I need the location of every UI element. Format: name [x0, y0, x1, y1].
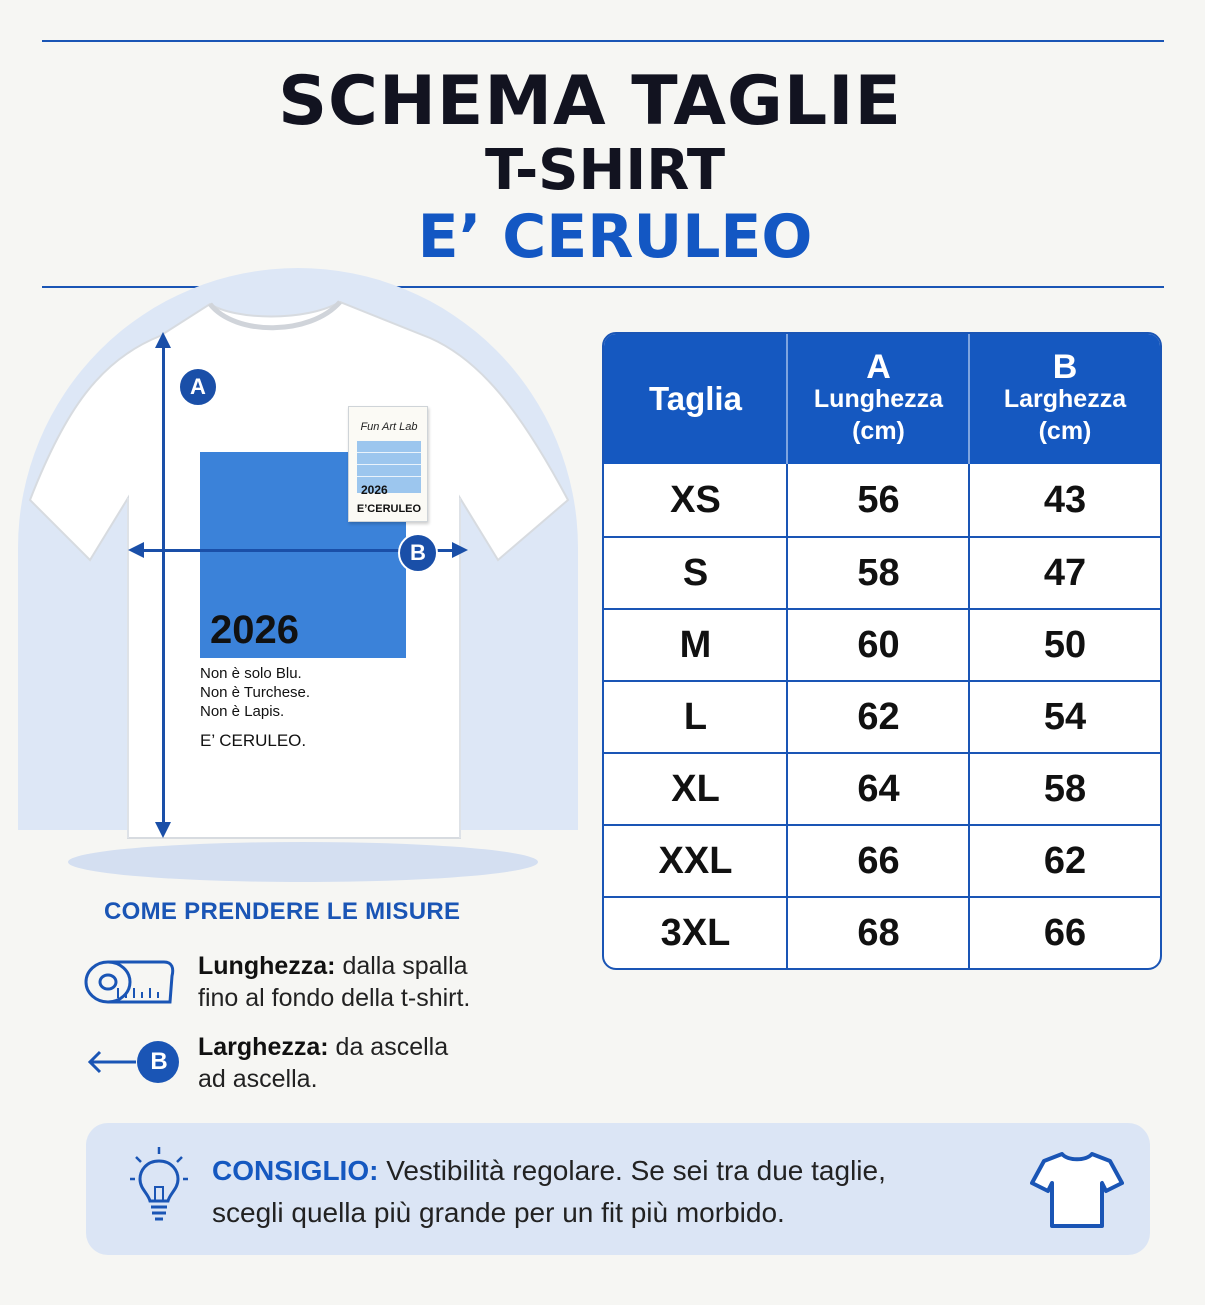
width-cell: 50	[1043, 623, 1087, 666]
header-divider	[968, 334, 970, 464]
print-line: Non è Lapis.	[200, 703, 285, 720]
howto-length-text2: fino al fondo della t-shirt.	[198, 984, 471, 1012]
table-row	[604, 537, 1160, 609]
print-line: Non è solo Blu.	[200, 665, 302, 682]
tshirt-icon	[1030, 1151, 1124, 1229]
tag-name: E’CERULEO	[356, 503, 422, 515]
size-cell: XXL	[658, 839, 733, 882]
table-header	[604, 334, 1160, 464]
length-cell: 64	[857, 767, 900, 810]
length-cell: 56	[857, 478, 900, 521]
table-row	[604, 897, 1160, 969]
width-cell: 54	[1043, 695, 1087, 738]
print-line: Non è Turchese.	[200, 684, 311, 701]
length-cell: 58	[857, 551, 900, 594]
badge-b: B	[398, 533, 438, 573]
header-width: B Larghezza (cm)	[1003, 348, 1127, 445]
tag-brand: Fun Art Lab	[360, 421, 418, 433]
length-cell: 68	[857, 911, 900, 954]
measuring-tape-icon	[84, 958, 176, 1010]
arrow-right-icon	[452, 542, 468, 558]
size-cell: M	[679, 623, 712, 666]
howto-length-label: Lunghezza:	[198, 952, 336, 980]
print-ceruleo: E’ CERULEO.	[200, 731, 307, 750]
length-cell: 62	[857, 695, 900, 738]
howto-title: COME PRENDERE LE MISURE	[104, 898, 461, 925]
length-cell: 66	[857, 839, 900, 882]
howto-length	[198, 950, 470, 1014]
size-table	[602, 332, 1162, 970]
lightbulb-icon	[128, 1145, 190, 1225]
howto-width-label: Larghezza:	[198, 1033, 329, 1061]
header-size: Taglia	[649, 380, 742, 417]
width-cell: 47	[1043, 551, 1087, 594]
arrow-up-icon	[155, 332, 171, 348]
swatch-tag	[348, 406, 428, 522]
top-divider	[42, 40, 1164, 42]
tip-line1: Vestibilità regolare. Se sei tra due taglie,	[378, 1155, 886, 1186]
table-row	[604, 609, 1160, 681]
table-row	[604, 825, 1160, 897]
header-length: A Lunghezza (cm)	[813, 348, 944, 445]
product-name: E’ CERULEO	[417, 202, 813, 272]
print-year: 2026	[210, 608, 299, 652]
howto-width	[198, 1031, 448, 1095]
size-cell: 3XL	[660, 911, 731, 954]
badge-a: A	[178, 367, 218, 407]
tip-box	[86, 1123, 1150, 1255]
page-subtitle: T-SHIRT	[484, 138, 726, 203]
howto-width-text: da ascella	[328, 1033, 449, 1061]
width-cell: 66	[1043, 911, 1087, 954]
howto-length-text: dalla spalla	[335, 952, 468, 980]
arrow-down-icon	[155, 822, 171, 838]
page-title: SCHEMA TAGLIE	[278, 62, 902, 141]
arrow-left-icon	[128, 542, 144, 558]
table-row	[604, 464, 1160, 536]
tip-text	[212, 1150, 1032, 1234]
width-cell: 62	[1043, 839, 1087, 882]
tag-year: 2026	[361, 483, 388, 497]
tip-line2: scegli quella più grande per un fit più morbido.	[212, 1197, 785, 1228]
howto-width-text2: ad ascella.	[198, 1065, 318, 1093]
size-cell: XS	[670, 478, 721, 521]
width-cell: 58	[1043, 767, 1087, 810]
size-cell: XL	[671, 767, 720, 810]
header-divider	[786, 334, 788, 464]
size-cell: S	[682, 551, 709, 594]
length-cell: 60	[857, 623, 900, 666]
table-row	[604, 753, 1160, 825]
howto-badge-b: B	[150, 1048, 168, 1075]
length-dimension-line	[162, 340, 165, 830]
tip-label: CONSIGLIO:	[212, 1155, 379, 1186]
print-text-lines	[200, 664, 310, 721]
table-row	[604, 681, 1160, 753]
size-cell: L	[683, 695, 708, 738]
width-cell: 43	[1043, 478, 1087, 521]
